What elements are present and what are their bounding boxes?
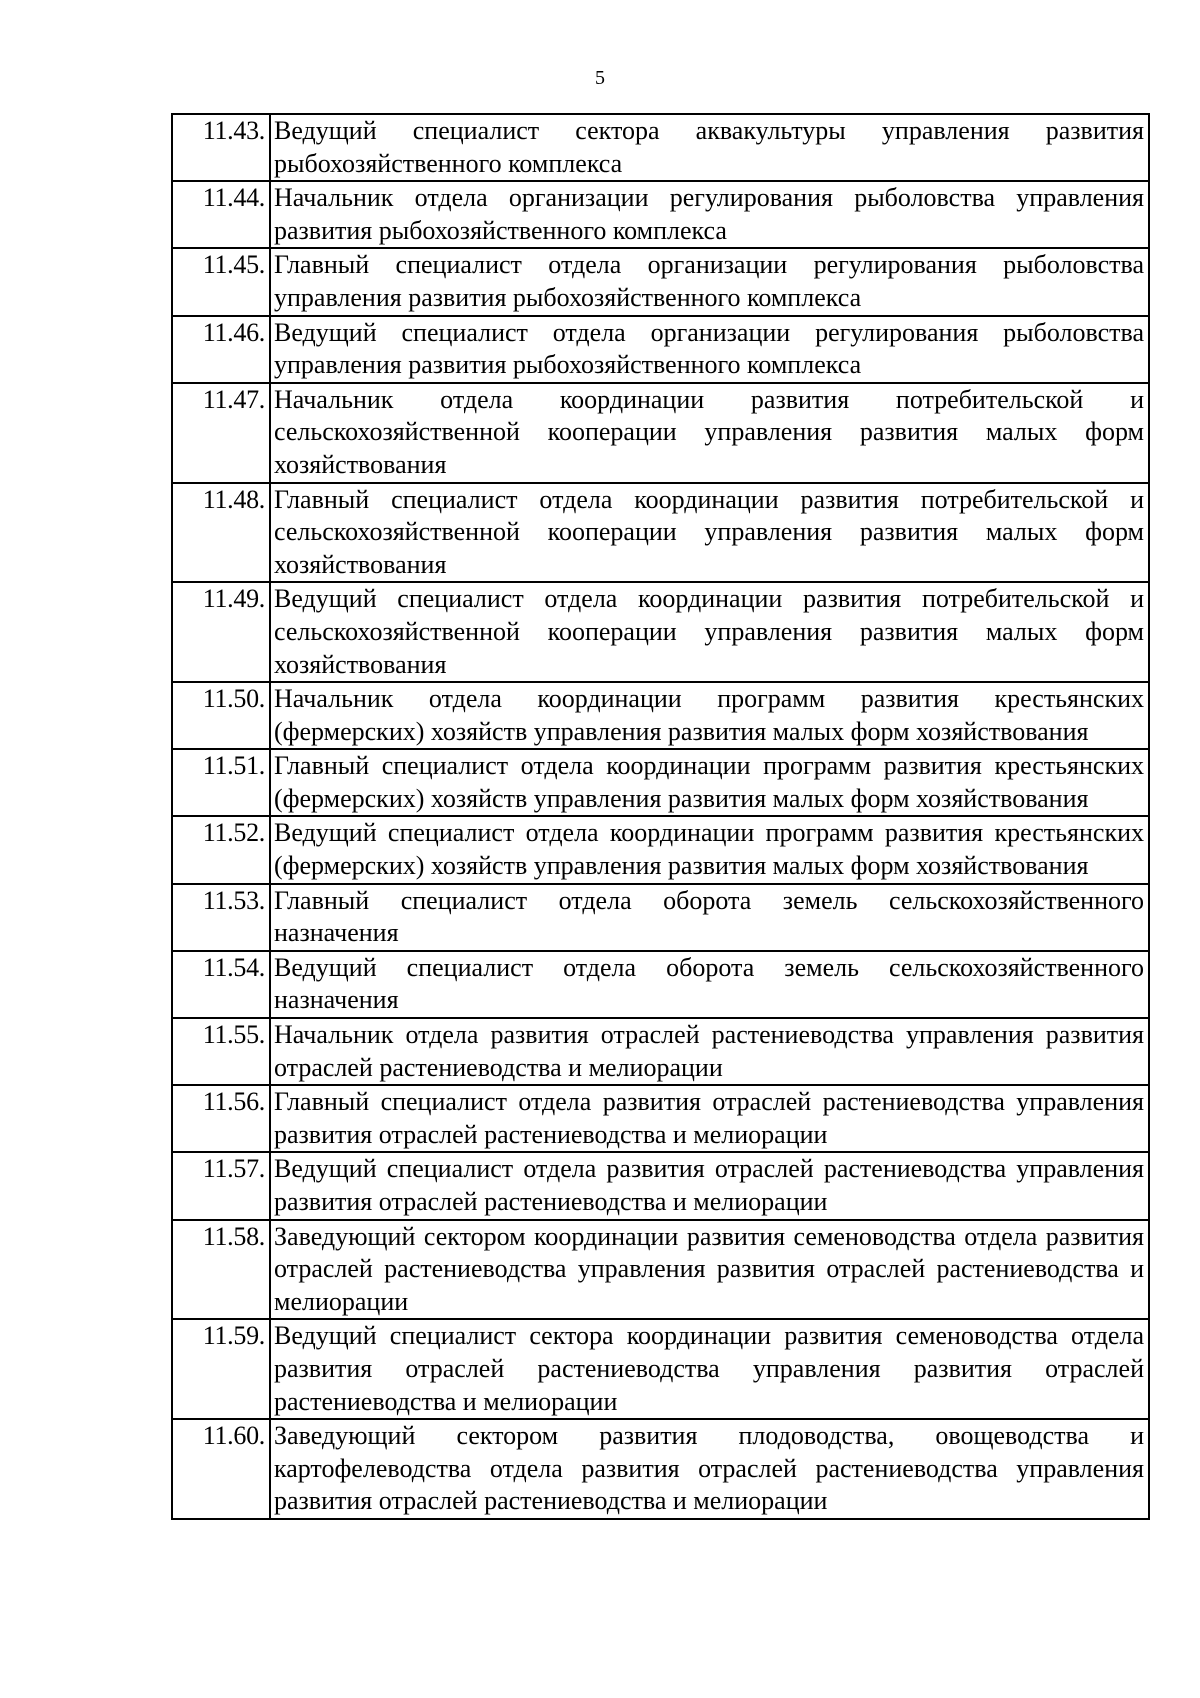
table-row (172, 582, 1149, 682)
table-row (172, 1220, 1149, 1320)
position-title: Начальник отдела развития отраслей растениеводства управления развития отраслей растениеводства и мелиорации (270, 1018, 1149, 1085)
table-row (172, 682, 1149, 749)
row-number: 11.59. (172, 1319, 270, 1419)
table-row (172, 316, 1149, 383)
table-row (172, 114, 1149, 181)
position-title: Начальник отдела координации программ развития крестьянских (фермерских) хозяйств управления развития малых форм хозяйствования (270, 682, 1149, 749)
table-row (172, 383, 1149, 483)
table-row (172, 951, 1149, 1018)
position-title: Заведующий сектором координации развития семеноводства отдела развития отраслей растениеводства управления развития отраслей растениеводства и мелиорации (270, 1220, 1149, 1320)
row-number: 11.56. (172, 1085, 270, 1152)
page-number: 5 (595, 67, 605, 89)
table-row (172, 884, 1149, 951)
table-row (172, 816, 1149, 883)
position-title: Начальник отдела координации развития потребительской и сельскохозяйственной кооперации управления развития малых форм хозяйствования (270, 383, 1149, 483)
row-number: 11.49. (172, 582, 270, 682)
positions-table-body (172, 114, 1149, 1519)
position-title: Ведущий специалист отдела оборота земель сельскохозяйственного назначения (270, 951, 1149, 1018)
row-number: 11.53. (172, 884, 270, 951)
table-row (172, 1419, 1149, 1519)
position-title: Ведущий специалист отдела развития отраслей растениеводства управления развития отраслей растениеводства и мелиорации (270, 1152, 1149, 1219)
row-number: 11.60. (172, 1419, 270, 1519)
position-title: Начальник отдела организации регулирования рыболовства управления развития рыбохозяйственного комплекса (270, 181, 1149, 248)
position-title: Заведующий сектором развития плодоводства, овощеводства и картофелеводства отдела развития отраслей растениеводства управления развития отраслей растениеводства и мелиорации (270, 1419, 1149, 1519)
position-title: Ведущий специалист отдела координации развития потребительской и сельскохозяйственной кооперации управления развития малых форм хозяйствования (270, 582, 1149, 682)
table-row (172, 1085, 1149, 1152)
row-number: 11.57. (172, 1152, 270, 1219)
position-title: Главный специалист отдела координации программ развития крестьянских (фермерских) хозяйств управления развития малых форм хозяйствования (270, 749, 1149, 816)
row-number: 11.50. (172, 682, 270, 749)
position-title: Ведущий специалист сектора аквакультуры управления развития рыбохозяйственного комплекса (270, 114, 1149, 181)
table-row (172, 181, 1149, 248)
table-row (172, 1018, 1149, 1085)
position-title: Ведущий специалист сектора координации развития семеноводства отдела развития отраслей растениеводства управления развития отраслей растениеводства и мелиорации (270, 1319, 1149, 1419)
row-number: 11.43. (172, 114, 270, 181)
position-title: Главный специалист отдела координации развития потребительской и сельскохозяйственной кооперации управления развития малых форм хозяйствования (270, 483, 1149, 583)
row-number: 11.48. (172, 483, 270, 583)
position-title: Ведущий специалист отдела организации регулирования рыболовства управления развития рыбохозяйственного комплекса (270, 316, 1149, 383)
table-row (172, 749, 1149, 816)
position-title: Главный специалист отдела развития отраслей растениеводства управления развития отраслей растениеводства и мелиорации (270, 1085, 1149, 1152)
row-number: 11.51. (172, 749, 270, 816)
row-number: 11.44. (172, 181, 270, 248)
row-number: 11.52. (172, 816, 270, 883)
position-title: Главный специалист отдела организации регулирования рыболовства управления развития рыбохозяйственного комплекса (270, 248, 1149, 315)
row-number: 11.45. (172, 248, 270, 315)
row-number: 11.55. (172, 1018, 270, 1085)
row-number: 11.54. (172, 951, 270, 1018)
row-number: 11.58. (172, 1220, 270, 1320)
row-number: 11.47. (172, 383, 270, 483)
table-row (172, 248, 1149, 315)
position-title: Главный специалист отдела оборота земель сельскохозяйственного назначения (270, 884, 1149, 951)
table-row (172, 483, 1149, 583)
table-row (172, 1152, 1149, 1219)
table-row (172, 1319, 1149, 1419)
positions-table (171, 113, 1150, 1520)
row-number: 11.46. (172, 316, 270, 383)
position-title: Ведущий специалист отдела координации программ развития крестьянских (фермерских) хозяйств управления развития малых форм хозяйствования (270, 816, 1149, 883)
